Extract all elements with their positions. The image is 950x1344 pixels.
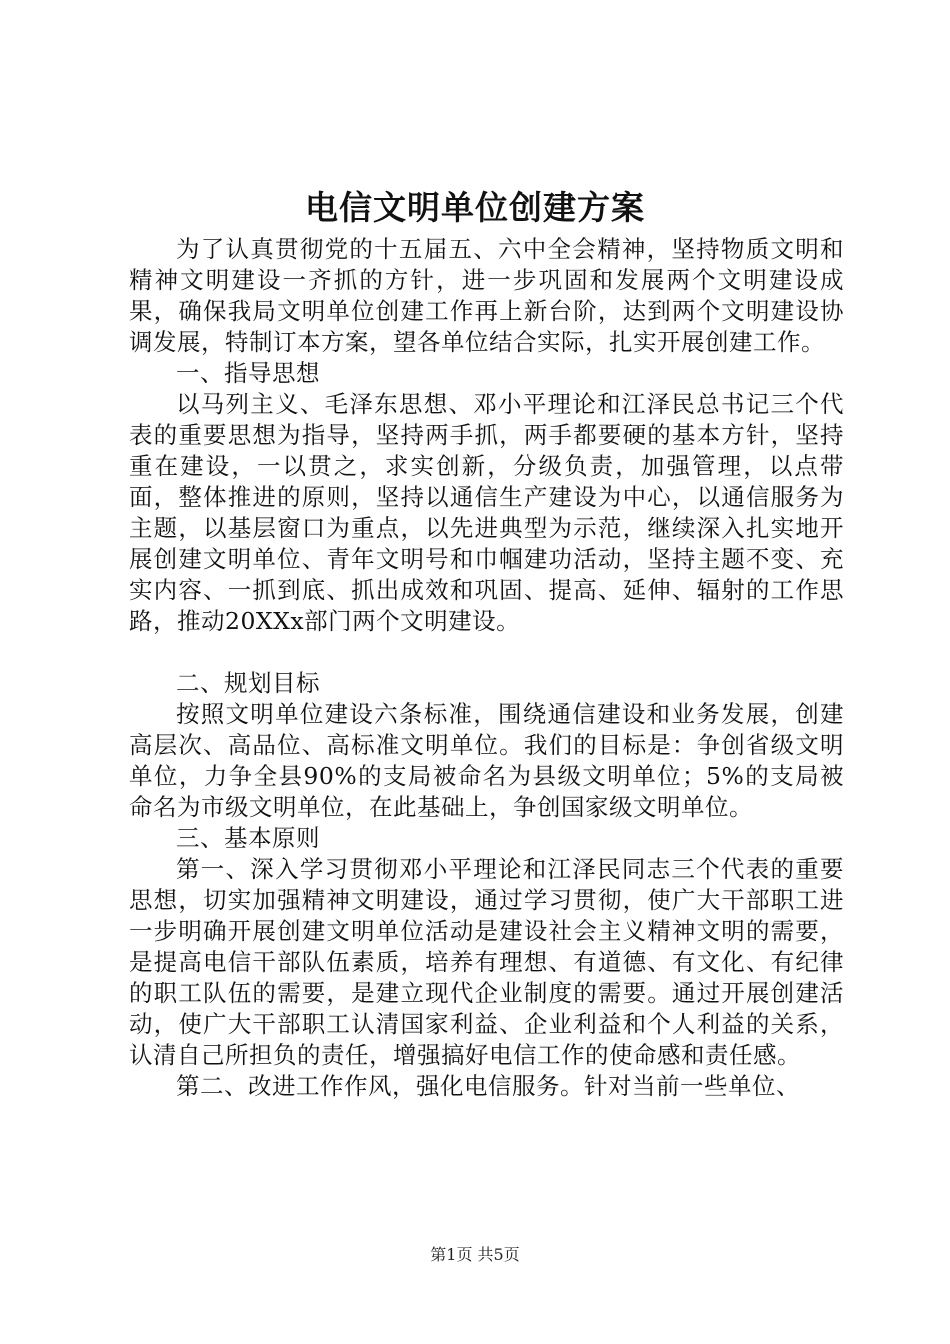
document-title: 电信文明单位创建方案: [305, 188, 645, 227]
document-body: [129, 234, 844, 1102]
section-paragraph: 第一、深入学习贯彻邓小平理论和江泽民同志三个代表的重要思想，切实加强精神文明建设，通过学习贯彻，使广大干部职工进一步明确开展创建文明单位活动是建设社会主义精神文明的需要，是提高电信干部队伍素质，培养有理想、有道德、有文化、有纪律的职工队伍的需要，是建立现代企业制度的需要。通过开展创建活动，使广大干部职工认清国家利益、企业利益和个人利益的关系，认清自己所担负的责任，增强搞好电信工作的使命感和责任感。: [129, 855, 844, 1069]
section-paragraph: 第二、改进工作作风，强化电信服务。针对当前一些单位、: [176, 1072, 800, 1100]
page-number-footer: 第1页 共5页: [430, 1245, 520, 1264]
paragraph-spacer: [129, 637, 844, 668]
intro-paragraph: 为了认真贯彻党的十五届五、六中全会精神，坚持物质文明和精神文明建设一齐抓的方针，进一步巩固和发展两个文明建设成果，确保我局文明单位创建工作再上新台阶，达到两个文明建设协调发展，特制订本方案，望各单位结合实际，扎实开展创建工作。: [129, 235, 844, 356]
section-paragraph: 按照文明单位建设六条标准，围绕通信建设和业务发展，创建高层次、高品位、高标准文明单位。我们的目标是：争创省级文明单位，力争全县90%的支局被命名为县级文明单位；5%的支局被命名为市级文明单位，在此基础上，争创国家级文明单位。: [129, 700, 844, 821]
section-heading-basic-principles: 三、基本原则: [176, 824, 320, 852]
section-paragraph: 以马列主义、毛泽东思想、邓小平理论和江泽民总书记三个代表的重要思想为指导，坚持两手抓，两手都要硬的基本方针，坚持重在建设，一以贯之，求实创新，分级负责，加强管理，以点带面，整体推进的原则，坚持以通信生产建设为中心，以通信服务为主题，以基层窗口为重点，以先进典型为示范，继续深入扎实地开展创建文明单位、青年文明号和巾帼建功活动，坚持主题不变、充实内容、一抓到底、抓出成效和巩固、提高、延伸、辐射的工作思路，推动20XXx部门两个文明建设。: [129, 390, 844, 635]
section-heading-guiding-thought: 一、指导思想: [176, 359, 320, 387]
section-heading-planning-goals: 二、规划目标: [176, 669, 320, 697]
